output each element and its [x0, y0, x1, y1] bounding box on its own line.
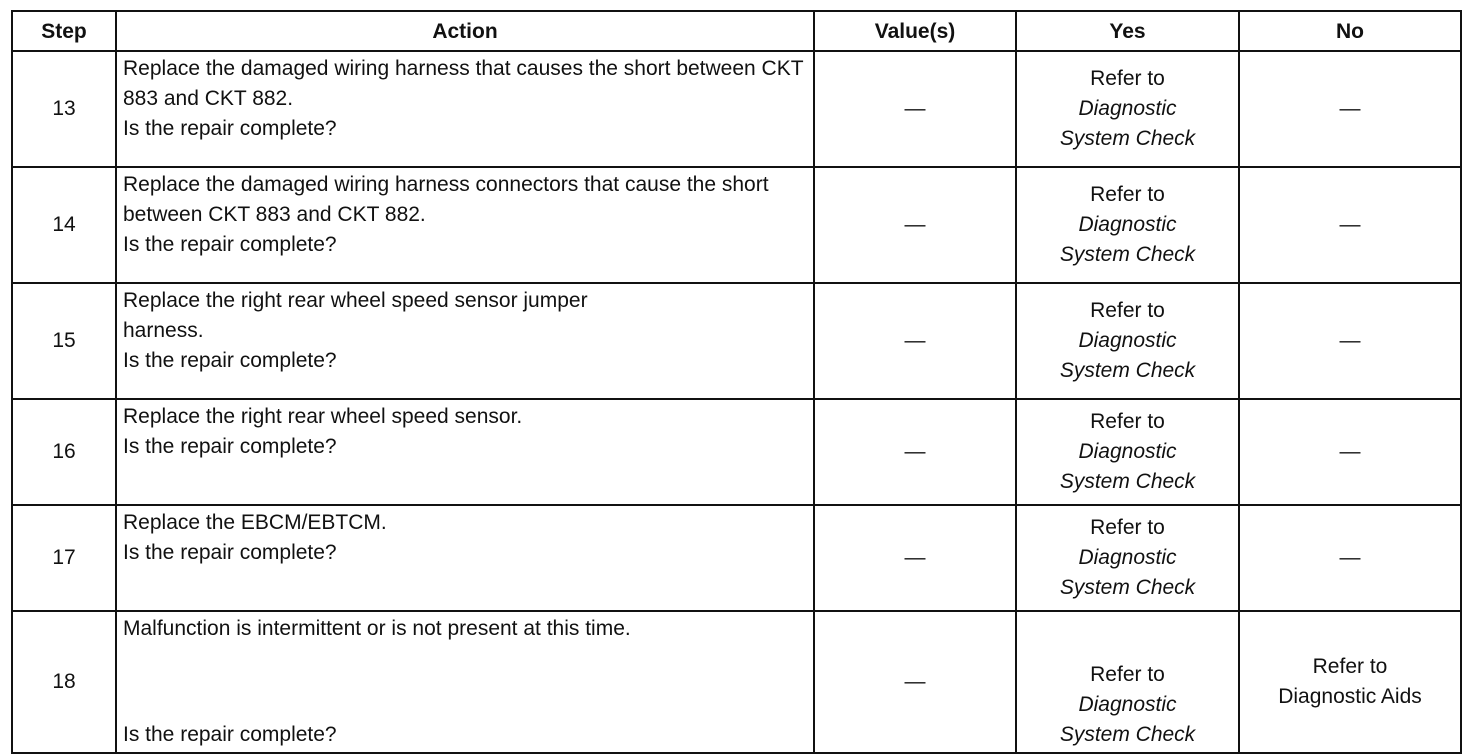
yes-line-refer: Refer to: [1090, 67, 1165, 90]
no-cell: —: [1239, 51, 1461, 167]
yes-line-system-check: System Check: [1059, 576, 1196, 599]
yes-line-refer: Refer to: [1090, 516, 1165, 539]
action-text: Replace the EBCM/EBTCM.: [123, 511, 387, 534]
header-step: Step: [12, 11, 116, 51]
table-row: [12, 505, 1461, 611]
yes-line-refer: Refer to: [1090, 183, 1165, 206]
yes-line-system-check: System Check: [1059, 127, 1196, 150]
action-question: Is the repair complete?: [123, 435, 337, 458]
table-row: [12, 399, 1461, 505]
yes-line-system-check: System Check: [1059, 243, 1196, 266]
yes-line-diagnostic: Diagnostic: [1078, 213, 1177, 236]
action-text: Malfunction is intermittent or is not present at this time.: [123, 617, 631, 640]
action-question: Is the repair complete?: [123, 723, 337, 746]
step-number: 14: [12, 167, 116, 283]
yes-line-system-check: System Check: [1059, 723, 1196, 746]
yes-line-diagnostic: Diagnostic: [1078, 329, 1177, 352]
no-cell: —: [1239, 399, 1461, 505]
action-cell: [116, 399, 814, 505]
yes-line-refer: Refer to: [1090, 410, 1165, 433]
step-number: 17: [12, 505, 116, 611]
action-cell: [116, 283, 814, 399]
action-question: Is the repair complete?: [123, 349, 337, 372]
action-cell: [116, 505, 814, 611]
yes-cell: [1016, 505, 1239, 611]
action-question: Is the repair complete?: [123, 117, 337, 140]
header-no: No: [1239, 11, 1461, 51]
value-cell: —: [814, 399, 1016, 505]
yes-line-refer: Refer to: [1090, 663, 1165, 686]
yes-line-diagnostic: Diagnostic: [1078, 693, 1177, 716]
yes-cell: [1016, 399, 1239, 505]
table-row: [12, 283, 1461, 399]
diagnostic-table: [11, 10, 1462, 754]
yes-cell: [1016, 167, 1239, 283]
step-number: 13: [12, 51, 116, 167]
value-cell: —: [814, 283, 1016, 399]
action-text: Replace the right rear wheel speed sensor.: [123, 405, 523, 428]
action-question: Is the repair complete?: [123, 233, 337, 256]
yes-line-diagnostic: Diagnostic: [1078, 546, 1177, 569]
header-values: Value(s): [814, 11, 1016, 51]
header-action: Action: [116, 11, 814, 51]
table-row: [12, 167, 1461, 283]
no-cell: —: [1239, 283, 1461, 399]
value-cell: —: [814, 505, 1016, 611]
yes-line-system-check: System Check: [1059, 470, 1196, 493]
yes-cell: [1016, 283, 1239, 399]
step-number: 18: [12, 611, 116, 753]
value-cell: —: [814, 51, 1016, 167]
no-cell: —: [1239, 167, 1461, 283]
action-text: Replace the right rear wheel speed sensor jumper harness.: [123, 289, 588, 342]
yes-line-system-check: System Check: [1059, 359, 1196, 382]
header-yes: Yes: [1016, 11, 1239, 51]
yes-cell: [1016, 51, 1239, 167]
no-cell: —: [1239, 505, 1461, 611]
action-text: Replace the damaged wiring harness connectors that cause the short between CKT 883 and CKT 882.: [123, 173, 769, 226]
action-text: Replace the damaged wiring harness that causes the short between CKT 883 and CKT 882.: [123, 57, 804, 110]
action-question: Is the repair complete?: [123, 541, 337, 564]
step-number: 16: [12, 399, 116, 505]
no-cell: Refer to Diagnostic Aids: [1239, 611, 1461, 753]
step-number: 15: [12, 283, 116, 399]
table-row: [12, 51, 1461, 167]
yes-line-refer: Refer to: [1090, 299, 1165, 322]
action-cell: [116, 167, 814, 283]
value-cell: —: [814, 611, 1016, 753]
action-cell: [116, 51, 814, 167]
yes-line-diagnostic: Diagnostic: [1078, 97, 1177, 120]
value-cell: —: [814, 167, 1016, 283]
header-row: [12, 11, 1461, 51]
yes-line-diagnostic: Diagnostic: [1078, 440, 1177, 463]
